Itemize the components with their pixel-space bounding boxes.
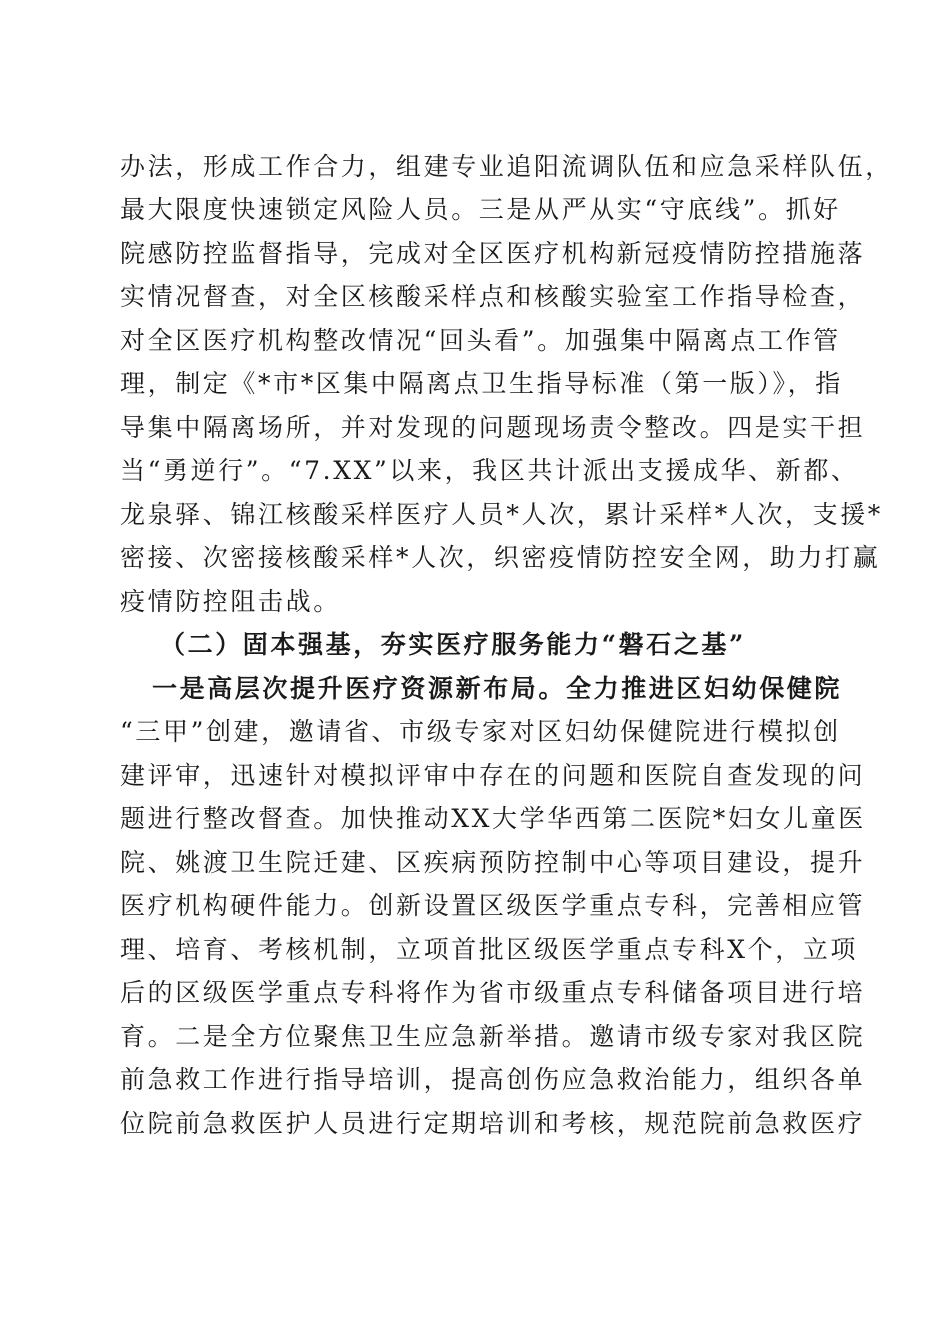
body-line-1: 办法，形成工作合力，组建专业追阳流调队伍和应急采样队伍， bbox=[120, 152, 893, 181]
body-line-8: 当“勇逆行”。“7.XX”以来，我区共计派出支援成华、新都、 bbox=[120, 456, 859, 485]
body-line-18: 理、培育、考核机制，立项首批区级医学重点专科X个，立项 bbox=[120, 935, 858, 964]
body-line-17: 医疗机构硬件能力。创新设置区级医学重点专科，完善相应管 bbox=[120, 891, 866, 920]
body-line-2: 最大限度快速锁定风险人员。三是从严从实“守底线”。抓好 bbox=[120, 195, 841, 224]
body-line-19: 后的区级医学重点专科将作为省市级重点专科储备项目进行培 bbox=[120, 978, 866, 1007]
body-line-16: 院、姚渡卫生院迁建、区疾病预防控制中心等项目建设，提升 bbox=[120, 848, 866, 877]
body-line-11: 疫情防控阻击战。 bbox=[120, 587, 341, 616]
body-line-5: 对全区医疗机构整改情况“回头看”。加强集中隔离点工作管 bbox=[120, 326, 841, 355]
body-line-20: 育。二是全方位聚焦卫生应急新举措。邀请市级专家对我区院 bbox=[120, 1022, 866, 1051]
body-line-7: 导集中隔离场所，并对发现的问题现场责令整改。四是实干担 bbox=[120, 413, 866, 442]
body-line-15: 题进行整改督查。加快推动XX大学华西第二医院*妇女儿童医 bbox=[120, 804, 866, 833]
body-line-3: 院感防控监督指导，完成对全区医疗机构新冠疫情防控措施落 bbox=[120, 239, 866, 268]
body-line-4: 实情况督查，对全区核酸采样点和核酸实验室工作指导检查， bbox=[120, 282, 866, 311]
body-line-14: 建评审，迅速针对模拟评审中存在的问题和医院自查发现的问 bbox=[120, 761, 866, 790]
body-line-10: 密接、次密接核酸采样*人次，织密疫情防控安全网，助力打赢 bbox=[120, 543, 881, 572]
body-line-13: “三甲”创建，邀请省、市级专家对区妇幼保健院进行模拟创 bbox=[120, 717, 841, 746]
body-line-21: 前急救工作进行指导培训，提高创伤应急救治能力，组织各单 bbox=[120, 1065, 866, 1094]
body-line-12: 一是高层次提升医疗资源新布局。全力推进区妇幼保健院 bbox=[152, 674, 843, 703]
body-line-22: 位院前急救医护人员进行定期培训和考核，规范院前急救医疗 bbox=[120, 1109, 866, 1138]
section-heading: （二）固本强基，夯实医疗服务能力“磐石之基” bbox=[160, 630, 746, 659]
body-line-9: 龙泉驿、锦江核酸采样医疗人员*人次，累计采样*人次，支援* bbox=[120, 500, 883, 529]
body-line-6: 理，制定《*市*区集中隔离点卫生指导标准（第一版）》，指 bbox=[120, 369, 843, 398]
